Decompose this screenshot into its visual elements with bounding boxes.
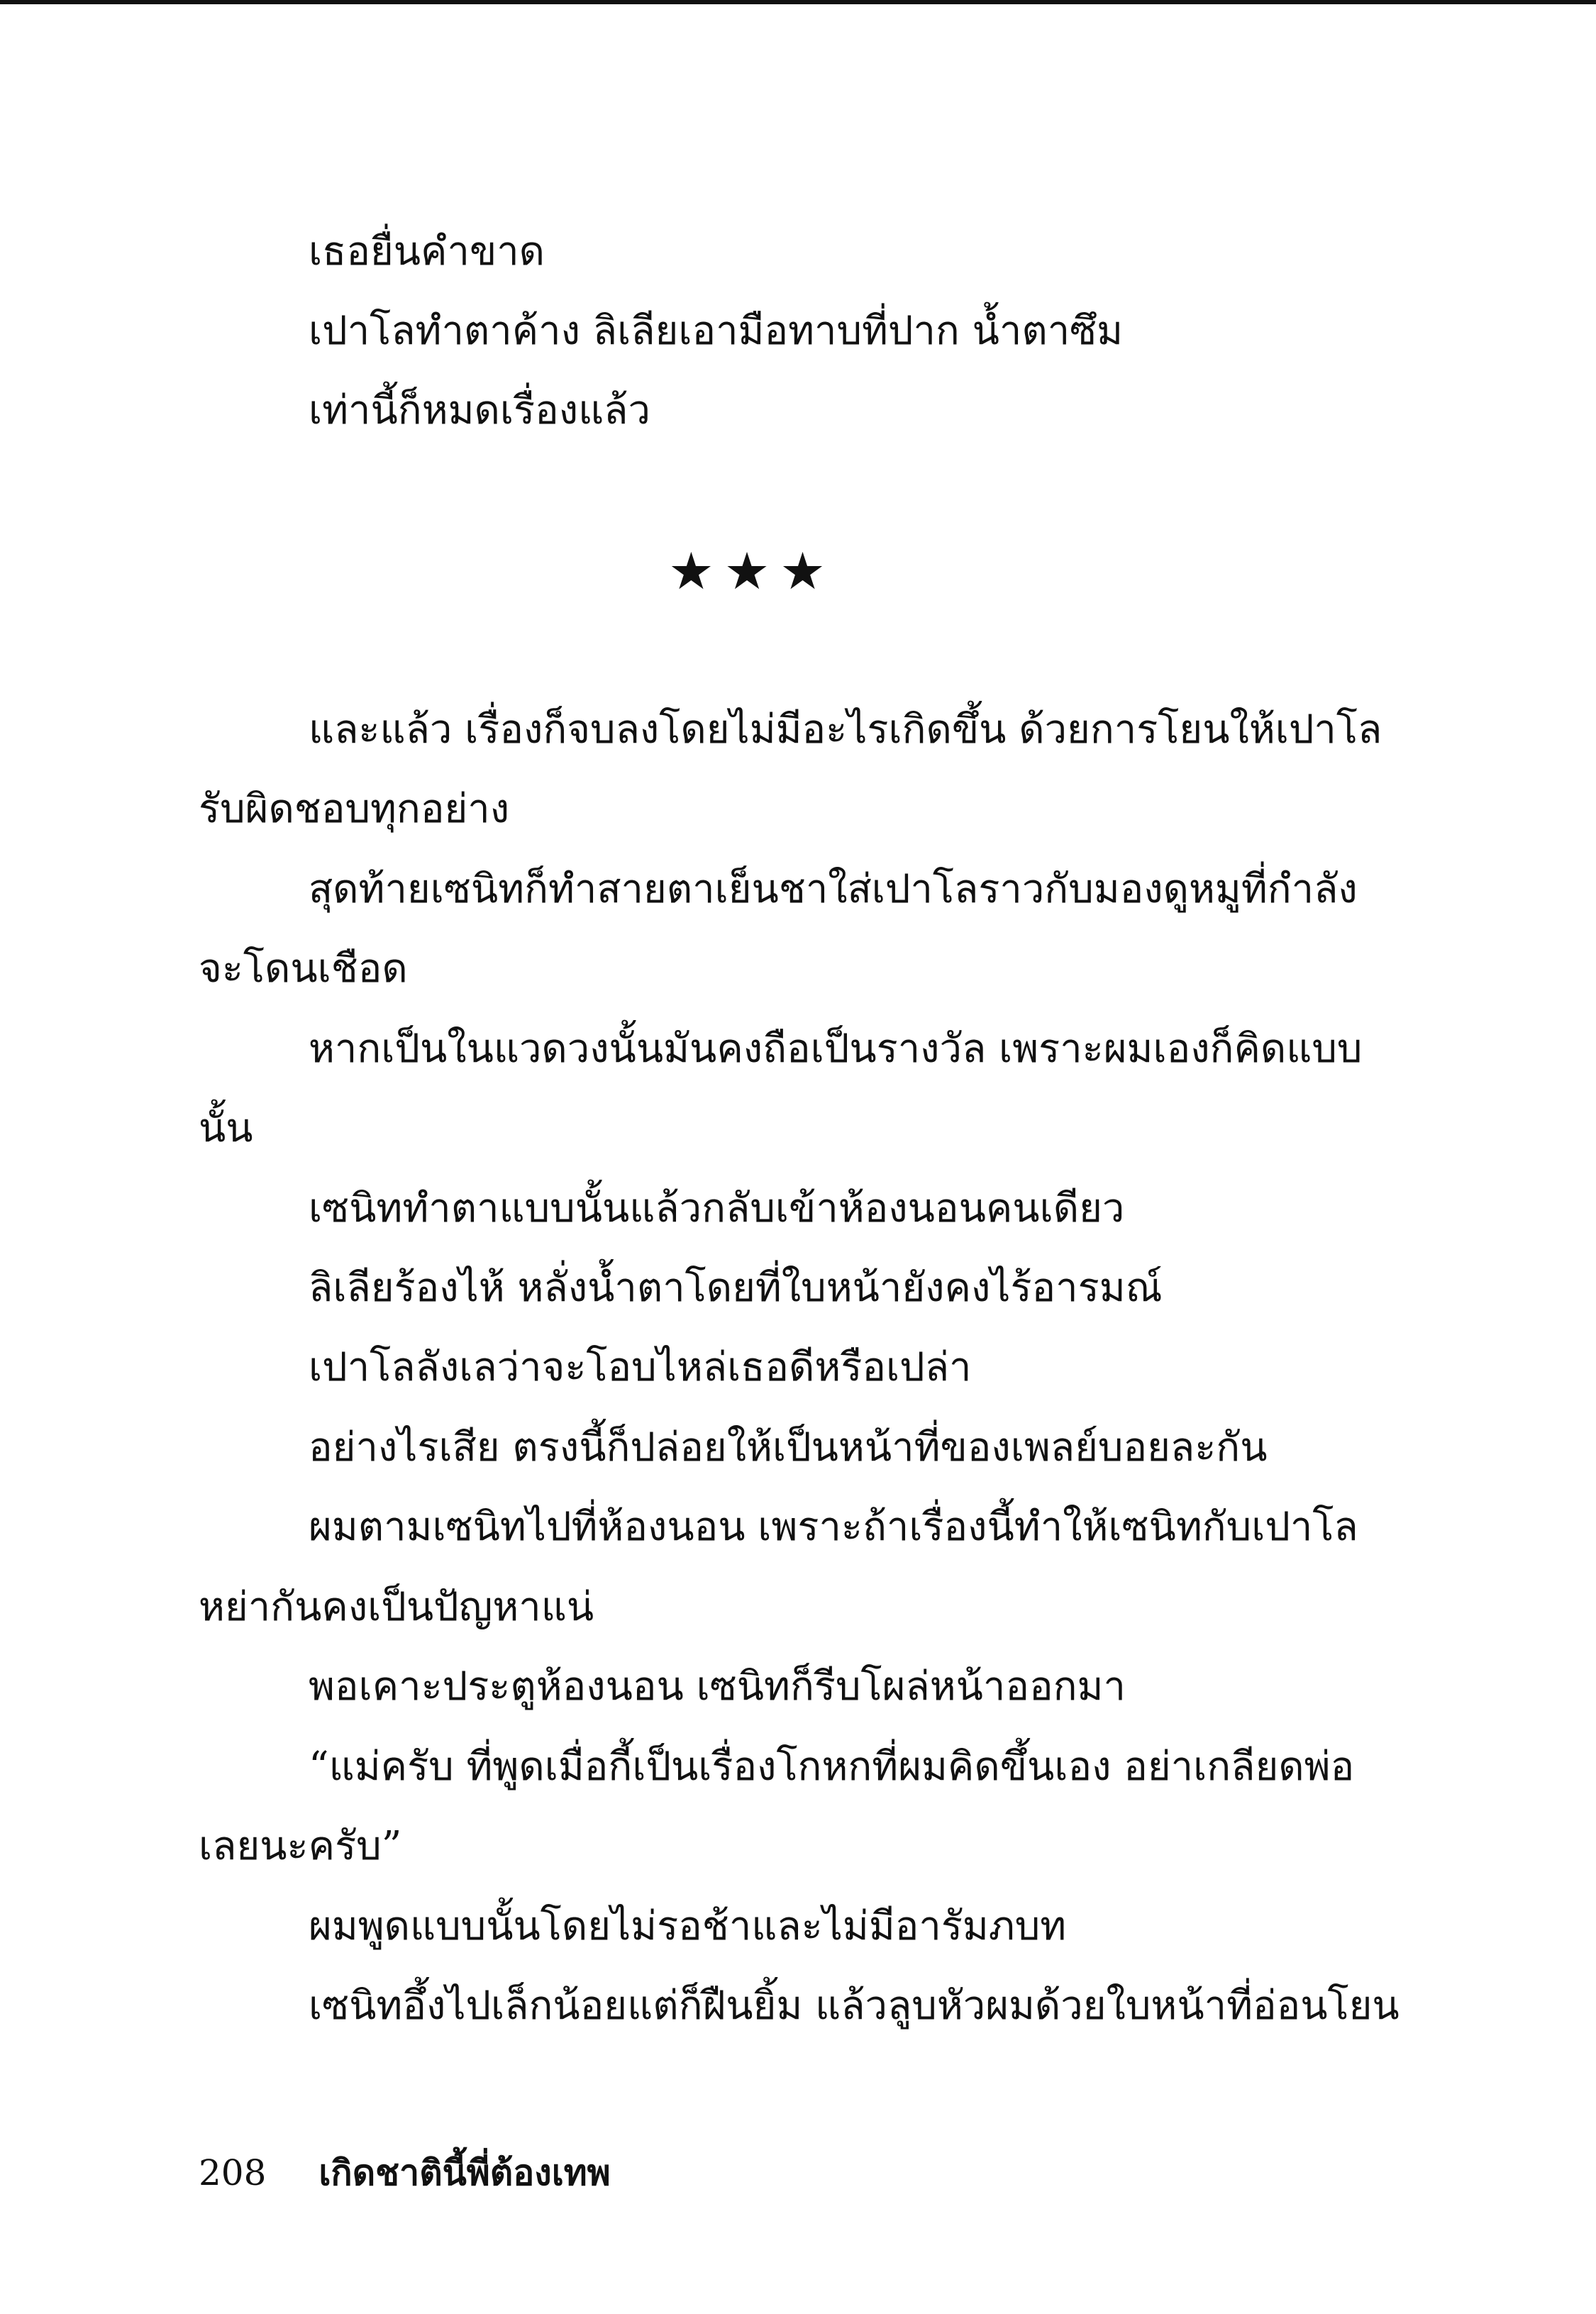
paragraph-first-line: และแล้ว เรื่องก็จบลงโดยไม่มีอะไรเกิดขึ้น ด้วยการโยนให้เปาโล: [309, 707, 1382, 753]
paragraph-first-line: ลิเลียร้องไห้ หลั่งน้ำตาโดยที่ใบหน้ายังคงไร้อารมณ์: [309, 1265, 1163, 1311]
paragraph-first-line: เซนิทอึ้งไปเล็กน้อยแต่ก็ฝืนยิ้ม แล้วลูบหัวผมด้วยใบหน้าที่อ่อนโยน: [309, 1983, 1400, 2029]
text-line: เท่านี้ก็หมดเรื่องแล้ว: [309, 387, 650, 433]
paragraph-first-line: หากเป็นในแวดวงนั้นมันคงถือเป็นรางวัล เพราะผมเองก็คิดแบบ: [309, 1026, 1363, 1072]
text-line: เปาโลทำตาค้าง ลิเลียเอามือทาบที่ปาก น้ำตาซึม: [309, 308, 1124, 354]
text-line: เธอยื่นคำขาด: [309, 228, 545, 275]
section-separator-stars: ★★★: [668, 541, 836, 601]
paragraph-continuation-line: เลยนะครับ”: [199, 1823, 402, 1869]
paragraph-first-line: อย่างไรเสีย ตรงนี้ก็ปล่อยให้เป็นหน้าที่ของเพลย์บอยละกัน: [309, 1424, 1268, 1471]
paragraph-first-line: เซนิททำตาแบบนั้นแล้วกลับเข้าห้องนอนคนเดียว: [309, 1185, 1125, 1231]
book-title: เกิดชาตินี้พี่ต้องเทพ: [318, 2152, 611, 2193]
paragraph-continuation-line: รับผิดชอบทุกอย่าง: [199, 786, 510, 832]
paragraph-first-line: ผมตามเซนิทไปที่ห้องนอน เพราะถ้าเรื่องนี้ทำให้เซนิทกับเปาโล: [309, 1504, 1358, 1550]
paragraph-continuation-line: จะโดนเชือด: [199, 946, 408, 992]
page-number: 208: [199, 2152, 267, 2193]
page-footer: [199, 2148, 611, 2198]
paragraph-continuation-line: หย่ากันคงเป็นปัญหาแน่: [199, 1584, 594, 1630]
paragraph-continuation-line: นั้น: [199, 1105, 253, 1151]
paragraph-first-line: ผมพูดแบบนั้นโดยไม่รอช้าและไม่มีอารัมภบท: [309, 1903, 1067, 1949]
top-border-line: [0, 0, 1596, 4]
paragraph-first-line: พอเคาะประตูห้องนอน เซนิทก็รีบโผล่หน้าออกมา: [309, 1663, 1126, 1710]
paragraph-first-line: เปาโลลังเลว่าจะโอบไหล่เธอดีหรือเปล่า: [309, 1344, 972, 1390]
paragraph-first-line: สุดท้ายเซนิทก็ทำสายตาเย็นชาใส่เปาโลราวกับมองดูหมูที่กำลัง: [309, 866, 1358, 912]
paragraph-first-line: “แม่ครับ ที่พูดเมื่อกี้เป็นเรื่องโกหกที่ผมคิดขึ้นเอง อย่าเกลียดพ่อ: [309, 1744, 1355, 1790]
